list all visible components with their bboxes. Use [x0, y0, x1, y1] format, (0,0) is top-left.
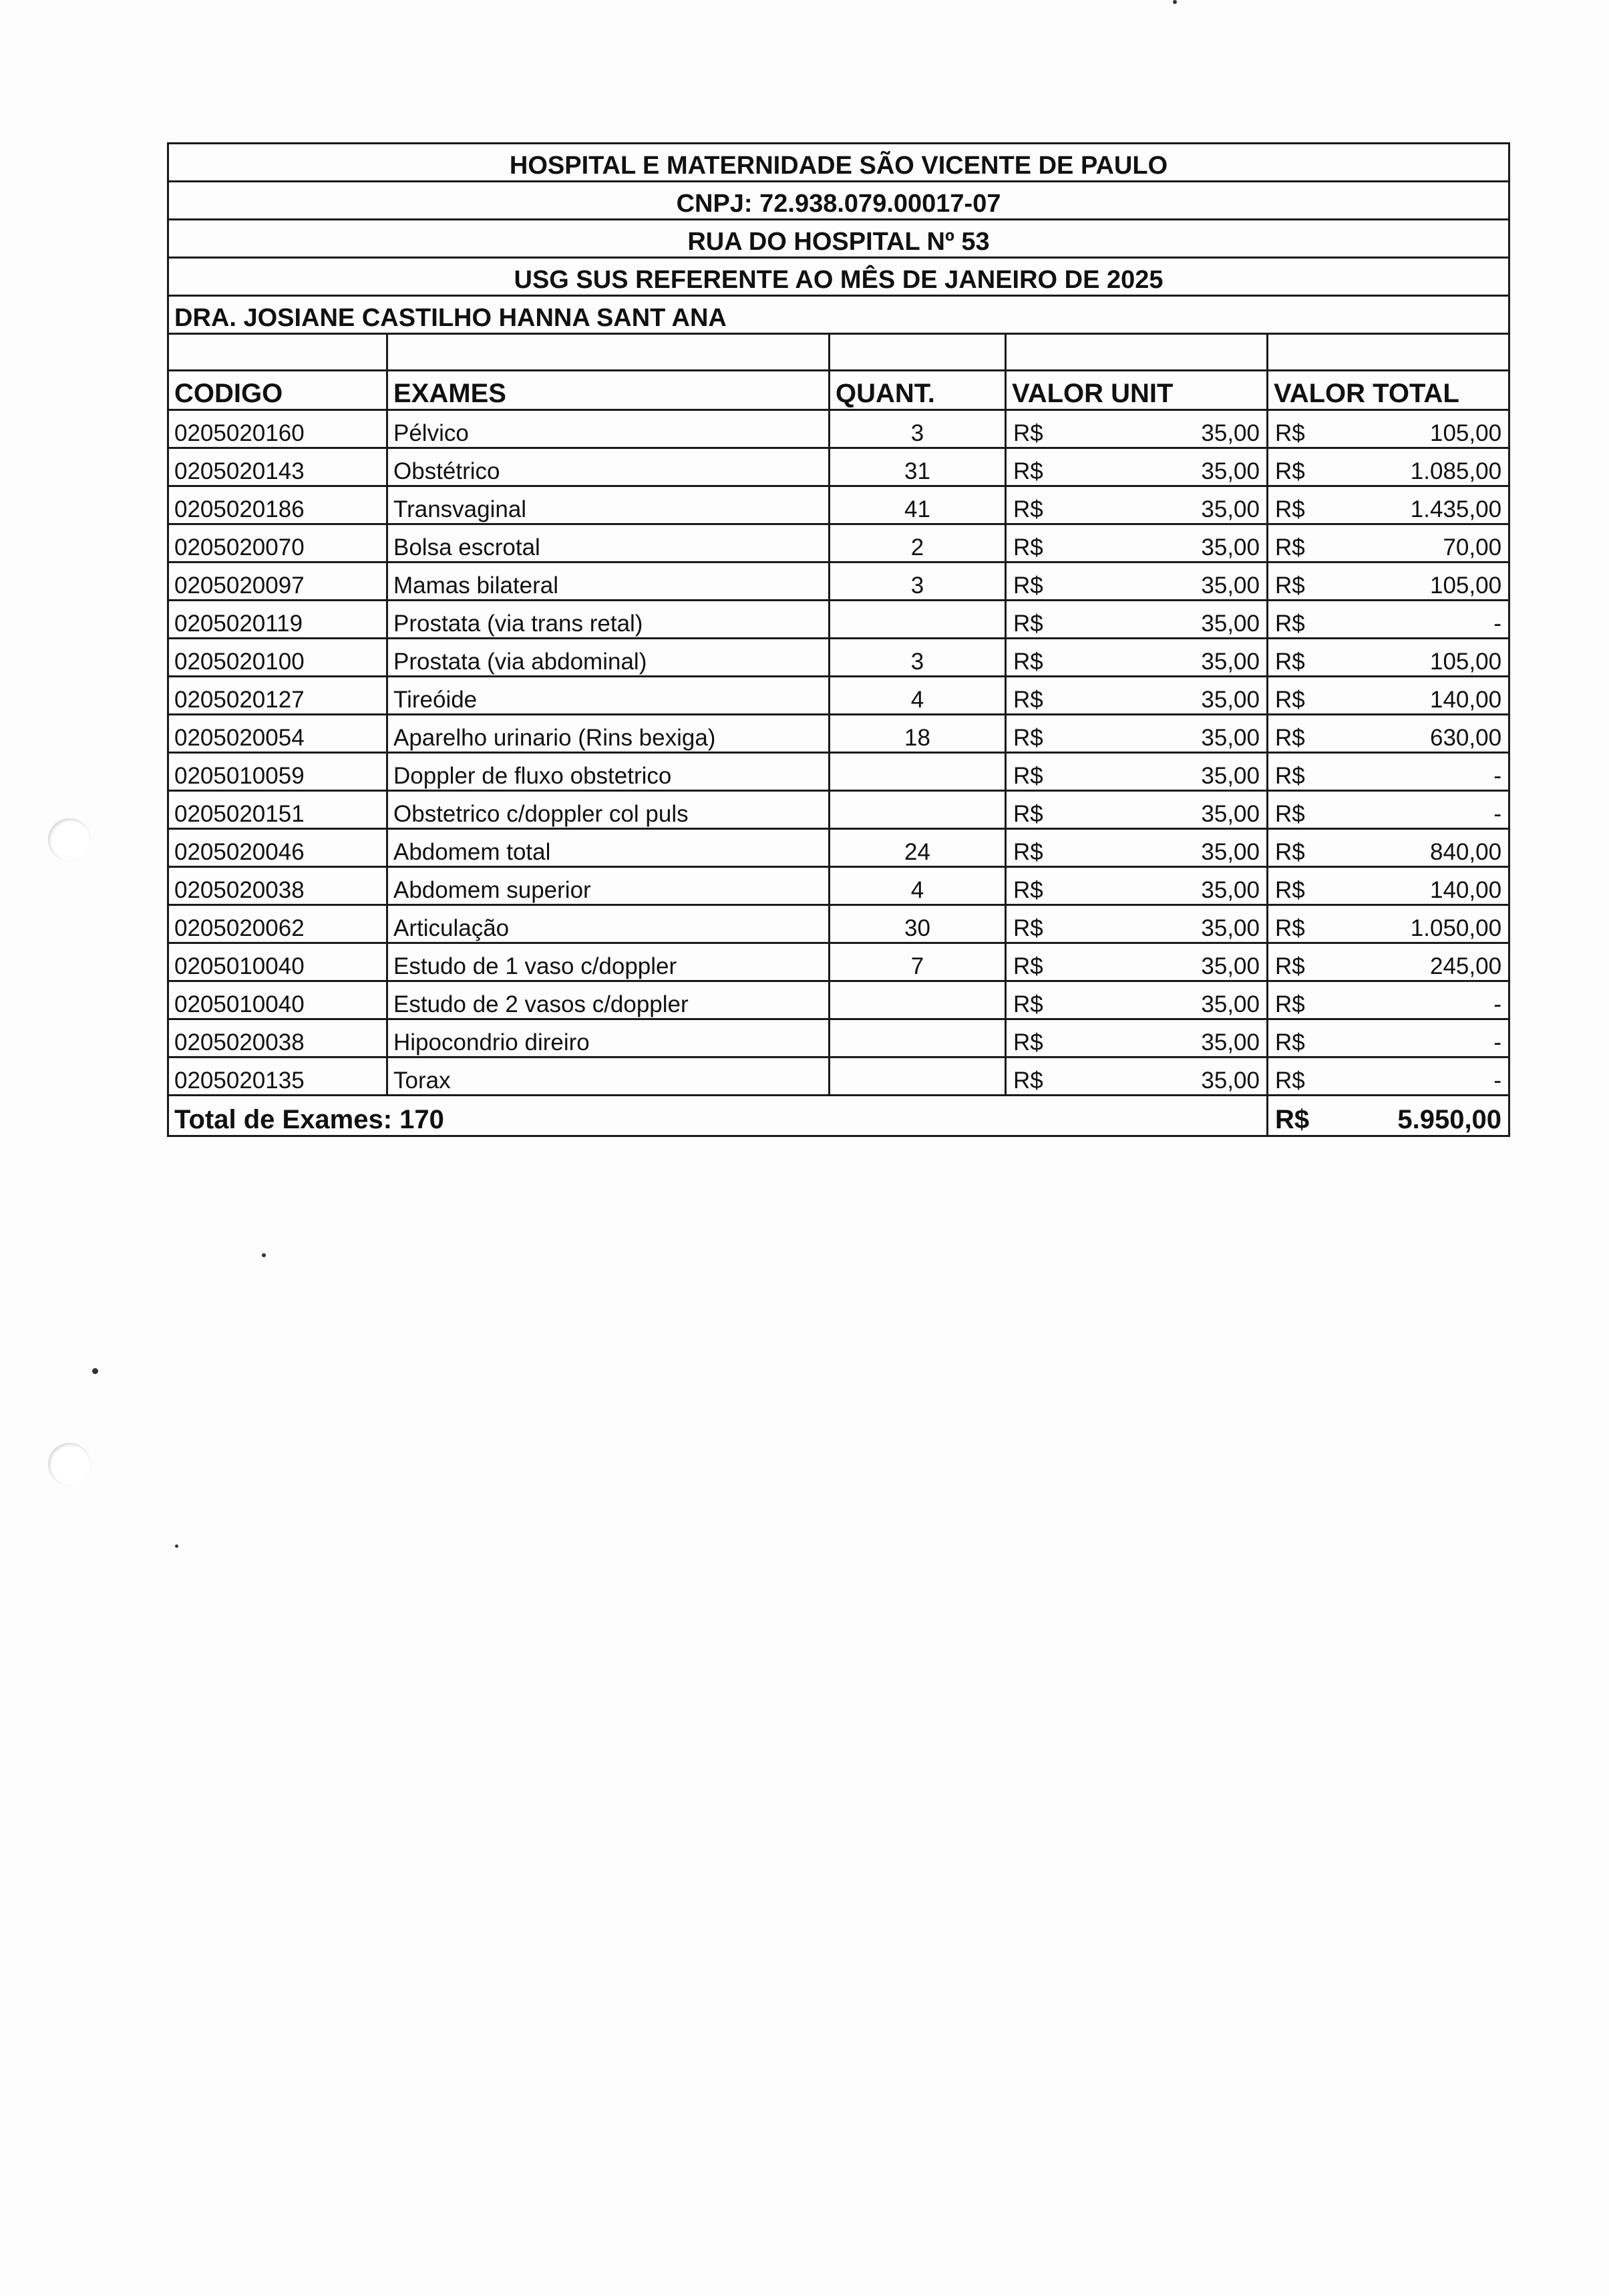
cell-quant: 30 [830, 905, 1006, 943]
table-row [168, 562, 1509, 601]
table-row [168, 943, 1509, 981]
currency-symbol: R$ [1275, 649, 1305, 675]
money-value [1275, 572, 1501, 599]
cell-valor-total [1268, 715, 1509, 753]
money-value [1275, 763, 1501, 790]
column-header-exames: EXAMES [387, 371, 830, 410]
table-row [168, 905, 1509, 943]
currency-symbol: R$ [1275, 953, 1305, 979]
cell-valor-unit [1006, 829, 1268, 867]
cell-exame: Bolsa escrotal [387, 524, 830, 562]
money-value [1275, 1068, 1501, 1094]
money-value [1013, 953, 1260, 980]
cell-valor-unit [1006, 1057, 1268, 1096]
cell-exame: Estudo de 1 vaso c/doppler [387, 943, 830, 981]
cell-exame: Doppler de fluxo obstetrico [387, 753, 830, 791]
currency-symbol: R$ [1275, 1068, 1305, 1094]
cell-quant: 3 [830, 562, 1006, 601]
cell-valor-unit [1006, 981, 1268, 1019]
money-value [1013, 420, 1260, 447]
cell-exame: Prostata (via abdominal) [387, 639, 830, 677]
punch-hole-top [48, 818, 91, 861]
currency-symbol: R$ [1013, 801, 1043, 827]
amount: 35,00 [1201, 420, 1260, 446]
currency-symbol: R$ [1275, 1029, 1305, 1055]
amount: 1.050,00 [1410, 915, 1502, 941]
amount: 35,00 [1201, 839, 1260, 865]
cell-valor-unit [1006, 524, 1268, 562]
cell-codigo: 0205020119 [168, 601, 387, 639]
cell-exame: Hipocondrio direiro [387, 1019, 830, 1057]
table-row [168, 524, 1509, 562]
money-value [1013, 877, 1260, 904]
money-value [1275, 687, 1501, 713]
currency-symbol: R$ [1275, 839, 1305, 865]
amount: 140,00 [1429, 687, 1502, 713]
cell-quant [830, 753, 1006, 791]
cell-valor-total [1268, 448, 1509, 486]
cell-quant: 41 [830, 486, 1006, 524]
amount: 105,00 [1429, 572, 1502, 599]
money-value [1013, 839, 1260, 866]
scan-speck [1173, 0, 1177, 4]
cell-quant [830, 1019, 1006, 1057]
cell-codigo: 0205020062 [168, 905, 387, 943]
amount: 105,00 [1429, 649, 1502, 675]
cell-exame: Abdomem total [387, 829, 830, 867]
cell-exame: Prostata (via trans retal) [387, 601, 830, 639]
doctor-name: DRA. JOSIANE CASTILHO HANNA SANT ANA [168, 296, 1509, 334]
blank-cell [387, 334, 830, 371]
cell-exame: Pélvico [387, 410, 830, 448]
currency-symbol: R$ [1013, 420, 1043, 446]
cell-exame: Obstétrico [387, 448, 830, 486]
amount: 35,00 [1201, 953, 1260, 979]
table-row [168, 1019, 1509, 1057]
amount: 35,00 [1201, 915, 1260, 941]
cell-codigo: 0205020038 [168, 1019, 387, 1057]
amount: - [1493, 1068, 1502, 1094]
cnpj: CNPJ: 72.938.079.00017-07 [168, 182, 1509, 220]
amount: 35,00 [1201, 877, 1260, 903]
cell-exame: Tireóide [387, 677, 830, 715]
cell-exame: Transvaginal [387, 486, 830, 524]
money-value [1275, 649, 1501, 675]
amount: 35,00 [1201, 649, 1260, 675]
blank-cell [830, 334, 1006, 371]
amount: - [1493, 1029, 1502, 1055]
currency-symbol: R$ [1013, 496, 1043, 522]
header-row [168, 144, 1509, 182]
reference-period: USG SUS REFERENTE AO MÊS DE JANEIRO DE 2025 [168, 258, 1509, 296]
currency-symbol: R$ [1013, 572, 1043, 599]
blank-cell [1006, 334, 1268, 371]
cell-exame: Estudo de 2 vasos c/doppler [387, 981, 830, 1019]
table-row [168, 1057, 1509, 1096]
cell-valor-unit [1006, 562, 1268, 601]
doctor-row [168, 296, 1509, 334]
money-value [1275, 420, 1501, 447]
total-exams-label: Total de Exames: 170 [168, 1096, 1268, 1136]
amount: 5.950,00 [1397, 1105, 1502, 1134]
blank-cell [168, 334, 387, 371]
money-value [1013, 801, 1260, 828]
amount: 1.435,00 [1410, 496, 1502, 522]
currency-symbol: R$ [1275, 611, 1305, 637]
cell-quant [830, 981, 1006, 1019]
money-value [1013, 649, 1260, 675]
table-row [168, 753, 1509, 791]
amount: 840,00 [1429, 839, 1502, 865]
money-value [1275, 991, 1501, 1018]
cell-valor-total [1268, 524, 1509, 562]
currency-symbol: R$ [1013, 649, 1043, 675]
cell-codigo: 0205020160 [168, 410, 387, 448]
cell-quant: 24 [830, 829, 1006, 867]
currency-symbol: R$ [1013, 915, 1043, 941]
money-value [1013, 915, 1260, 942]
amount: 140,00 [1429, 877, 1502, 903]
cell-valor-total [1268, 677, 1509, 715]
money-value [1275, 953, 1501, 980]
cell-quant: 4 [830, 867, 1006, 905]
cell-valor-unit [1006, 639, 1268, 677]
cell-valor-unit [1006, 601, 1268, 639]
currency-symbol: R$ [1275, 687, 1305, 713]
cell-valor-unit [1006, 791, 1268, 829]
cell-quant: 2 [830, 524, 1006, 562]
amount: 35,00 [1201, 801, 1260, 827]
currency-symbol: R$ [1013, 1068, 1043, 1094]
money-value [1013, 991, 1260, 1018]
cell-quant: 3 [830, 639, 1006, 677]
cell-quant: 31 [830, 448, 1006, 486]
amount: - [1493, 801, 1502, 827]
table-row [168, 867, 1509, 905]
cell-codigo: 0205010059 [168, 753, 387, 791]
amount: 35,00 [1201, 991, 1260, 1017]
currency-symbol: R$ [1275, 915, 1305, 941]
header-row [168, 220, 1509, 258]
amount: - [1493, 763, 1502, 789]
cell-valor-total [1268, 486, 1509, 524]
cell-valor-total [1268, 639, 1509, 677]
amount: 1.085,00 [1410, 458, 1502, 484]
blank-row [168, 334, 1509, 371]
table-row [168, 601, 1509, 639]
cell-valor-total [1268, 943, 1509, 981]
cell-codigo: 0205020127 [168, 677, 387, 715]
scan-speck [175, 1544, 178, 1548]
amount: 35,00 [1201, 534, 1260, 560]
cell-valor-total [1268, 562, 1509, 601]
cell-valor-total [1268, 601, 1509, 639]
money-value [1013, 572, 1260, 599]
cell-valor-unit [1006, 1019, 1268, 1057]
cell-valor-unit [1006, 448, 1268, 486]
currency-symbol: R$ [1275, 991, 1305, 1017]
money-value [1275, 534, 1501, 561]
money-value [1275, 496, 1501, 523]
money-value [1013, 1068, 1260, 1094]
money-value [1275, 611, 1501, 637]
currency-symbol: R$ [1275, 763, 1305, 789]
currency-symbol: R$ [1275, 572, 1305, 599]
money-value [1013, 687, 1260, 713]
money-value [1275, 839, 1501, 866]
cell-valor-total [1268, 867, 1509, 905]
table-row [168, 486, 1509, 524]
table-row [168, 791, 1509, 829]
cell-valor-total [1268, 753, 1509, 791]
scan-speck [92, 1368, 98, 1374]
cell-exame: Abdomem superior [387, 867, 830, 905]
table-row [168, 829, 1509, 867]
table-row [168, 715, 1509, 753]
cell-valor-total [1268, 791, 1509, 829]
currency-symbol: R$ [1275, 725, 1305, 751]
cell-codigo: 0205020070 [168, 524, 387, 562]
cell-quant: 18 [830, 715, 1006, 753]
cell-exame: Articulação [387, 905, 830, 943]
currency-symbol: R$ [1275, 496, 1305, 522]
column-header-row [168, 371, 1509, 410]
money-value [1275, 877, 1501, 904]
cell-valor-unit [1006, 867, 1268, 905]
cell-quant: 7 [830, 943, 1006, 981]
cell-valor-total [1268, 829, 1509, 867]
header-row [168, 182, 1509, 220]
money-value [1013, 763, 1260, 790]
amount: 35,00 [1201, 1068, 1260, 1094]
address: RUA DO HOSPITAL Nº 53 [168, 220, 1509, 258]
money-value [1013, 496, 1260, 523]
cell-valor-total [1268, 905, 1509, 943]
cell-quant: 4 [830, 677, 1006, 715]
cell-valor-unit [1006, 943, 1268, 981]
cell-codigo: 0205020151 [168, 791, 387, 829]
hospital-name: HOSPITAL E MATERNIDADE SÃO VICENTE DE PAULO [168, 144, 1509, 182]
cell-codigo: 0205020143 [168, 448, 387, 486]
cell-valor-unit [1006, 410, 1268, 448]
amount: 35,00 [1201, 611, 1260, 637]
exam-billing-table [167, 142, 1510, 1137]
blank-cell [1268, 334, 1509, 371]
money-value [1275, 915, 1501, 942]
amount: 35,00 [1201, 496, 1260, 522]
cell-valor-unit [1006, 715, 1268, 753]
amount: 35,00 [1201, 1029, 1260, 1055]
cell-exame: Mamas bilateral [387, 562, 830, 601]
amount: 35,00 [1201, 763, 1260, 789]
currency-symbol: R$ [1275, 420, 1305, 446]
total-row [168, 1096, 1509, 1136]
amount: 35,00 [1201, 687, 1260, 713]
header-row [168, 258, 1509, 296]
table-row [168, 981, 1509, 1019]
cell-codigo: 0205010040 [168, 981, 387, 1019]
column-header-valor-unit: VALOR UNIT [1006, 371, 1268, 410]
currency-symbol: R$ [1013, 611, 1043, 637]
cell-valor-unit [1006, 753, 1268, 791]
currency-symbol: R$ [1013, 991, 1043, 1017]
currency-symbol: R$ [1013, 1029, 1043, 1055]
cell-valor-unit [1006, 677, 1268, 715]
table-row [168, 639, 1509, 677]
currency-symbol: R$ [1275, 534, 1305, 560]
money-value [1013, 458, 1260, 485]
cell-quant [830, 601, 1006, 639]
money-value [1275, 1105, 1501, 1135]
cell-quant: 3 [830, 410, 1006, 448]
currency-symbol: R$ [1013, 877, 1043, 903]
currency-symbol: R$ [1013, 839, 1043, 865]
cell-exame: Torax [387, 1057, 830, 1096]
grand-total [1268, 1096, 1509, 1136]
cell-valor-total [1268, 1019, 1509, 1057]
amount: - [1493, 991, 1502, 1017]
amount: - [1493, 611, 1502, 637]
cell-codigo: 0205020100 [168, 639, 387, 677]
cell-valor-total [1268, 410, 1509, 448]
scan-speck [262, 1253, 266, 1257]
currency-symbol: R$ [1013, 458, 1043, 484]
currency-symbol: R$ [1013, 953, 1043, 979]
cell-codigo: 0205020135 [168, 1057, 387, 1096]
amount: 35,00 [1201, 725, 1260, 751]
amount: 630,00 [1429, 725, 1502, 751]
column-header-quant: QUANT. [830, 371, 1006, 410]
currency-symbol: R$ [1013, 534, 1043, 560]
cell-codigo: 0205020186 [168, 486, 387, 524]
cell-valor-total [1268, 1057, 1509, 1096]
money-value [1275, 801, 1501, 828]
currency-symbol: R$ [1275, 458, 1305, 484]
amount: 245,00 [1429, 953, 1502, 979]
amount: 35,00 [1201, 572, 1260, 599]
column-header-codigo: CODIGO [168, 371, 387, 410]
cell-valor-unit [1006, 486, 1268, 524]
currency-symbol: R$ [1013, 725, 1043, 751]
cell-codigo: 0205020054 [168, 715, 387, 753]
currency-symbol: R$ [1013, 687, 1043, 713]
table-row [168, 677, 1509, 715]
money-value [1013, 611, 1260, 637]
table-row [168, 410, 1509, 448]
table-row [168, 448, 1509, 486]
money-value [1275, 458, 1501, 485]
column-header-valor-total: VALOR TOTAL [1268, 371, 1509, 410]
currency-symbol: R$ [1275, 801, 1305, 827]
currency-symbol: R$ [1013, 763, 1043, 789]
cell-quant [830, 791, 1006, 829]
cell-quant [830, 1057, 1006, 1096]
amount: 35,00 [1201, 458, 1260, 484]
amount: 105,00 [1429, 420, 1502, 446]
currency-symbol: R$ [1275, 877, 1305, 903]
cell-codigo: 0205010040 [168, 943, 387, 981]
cell-codigo: 0205020097 [168, 562, 387, 601]
amount: 70,00 [1443, 534, 1502, 560]
money-value [1275, 1029, 1501, 1056]
money-value [1013, 534, 1260, 561]
cell-codigo: 0205020046 [168, 829, 387, 867]
cell-exame: Aparelho urinario (Rins bexiga) [387, 715, 830, 753]
money-value [1275, 725, 1501, 752]
cell-valor-unit [1006, 905, 1268, 943]
cell-codigo: 0205020038 [168, 867, 387, 905]
money-value [1013, 725, 1260, 752]
cell-valor-total [1268, 981, 1509, 1019]
money-value [1013, 1029, 1260, 1056]
punch-hole-bottom [48, 1443, 91, 1486]
currency-symbol: R$ [1275, 1105, 1310, 1134]
cell-exame: Obstetrico c/doppler col puls [387, 791, 830, 829]
